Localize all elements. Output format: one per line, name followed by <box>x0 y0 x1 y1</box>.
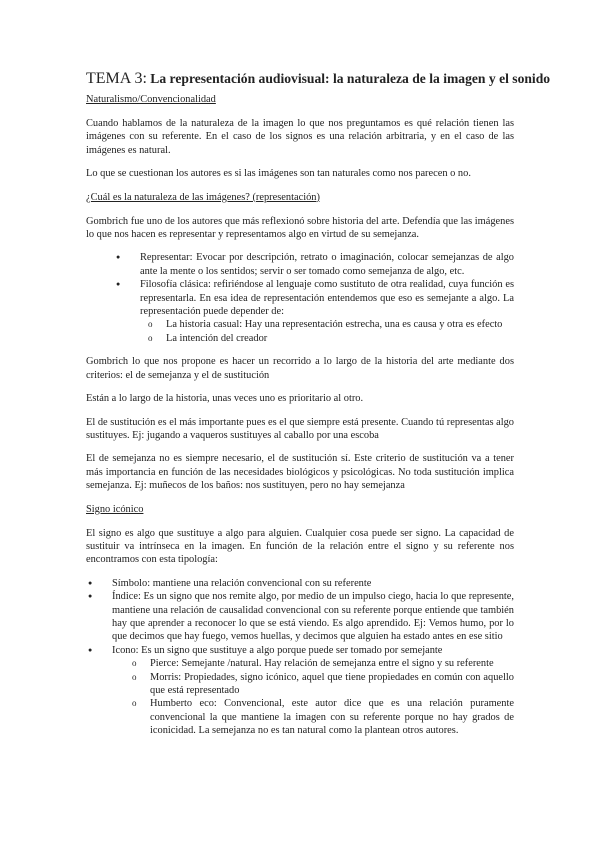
sub-list-item: o La historia casual: Hay una representación estrecha, una es causa y otra es efecto <box>148 318 514 331</box>
paragraph: El de sustitución es el más importante pues es el que siempre está presente. Cuando tú representas algo sustituyes. Ej: jugando a vaqueros sustituyes al caballo por una escoba <box>86 416 514 441</box>
section-heading-naturalismo: Naturalismo/Convencionalidad <box>86 94 216 105</box>
sub-bullet-list <box>140 318 514 345</box>
paragraph: Gombrich lo que nos propone es hacer un recorrido a lo largo de la historia del arte mediante dos criterios: el de semejanza y el de sustitución <box>86 356 514 381</box>
sub-list-item: o Pierce: Semejante /natural. Hay relación de semejanza entre el signo y su referente <box>132 657 514 670</box>
section-heading-signo-iconico: Signo icónico <box>86 503 144 515</box>
list-item: ● Representar: Evocar por descripción, retrato o imaginación, colocar semejanzas de algo ante la mente o los sentidos; servir o ser tomado como semejanza de algo, etc. <box>114 251 514 278</box>
bullet-list <box>86 577 514 738</box>
sub-list-item: o Humberto eco: Convencional, este autor dice que es una relación puramente convencional la que mantiene la imagen con su referente porque no hay grados de iconicidad. La semejanza no es tan natural como la plantean otros autores. <box>132 697 514 737</box>
title-text: La representación audiovisual: la naturaleza de la imagen y el sonido <box>150 71 551 86</box>
list-item-text: Filosofía clásica: refiriéndose al lenguaje como sustituto de otra realidad, cuya función es representarla. En esa idea de representación entendemos que eso es semejante a algo. La representación puede depender de: <box>140 279 514 318</box>
sub-list-item: o Morris: Propiedades, signo icónico, aquel que tiene propiedades en común con aquello que está representado <box>132 671 514 698</box>
title-prefix: TEMA 3: <box>86 70 147 87</box>
paragraph: Lo que se cuestionan los autores es si las imágenes son tan naturales como nos parecen o no. <box>86 168 471 180</box>
paragraph: El de semejanza no es siempre necesario, el de sustitución sí. Este criterio de sustitución va a tener más importancia en función de las necesidades biológicos y psicológicas. No toda sustitución implica semejanza. Ej: muñecos de los baños: nos sustituyen, pero no hay semejanza <box>86 453 514 492</box>
paragraph: Cuando hablamos de la naturaleza de la imagen lo que nos preguntamos es qué relación tienen las imágenes con su referente. En el caso de los signos es una relación arbitraria, y en el caso de las imágenes es natural. <box>86 118 514 156</box>
paragraph: Están a lo largo de la historia, unas veces uno es prioritario al otro. <box>86 393 364 405</box>
paragraph: Gombrich fue uno de los autores que más reflexionó sobre historia del arte. Defendía que las imágenes lo que nos hacen es representar y representamos algo en virtud de su semejanza. <box>86 215 514 241</box>
list-item-text: Icono: Es un signo que sustituye a algo porque puede ser tomado por semejante <box>112 644 443 656</box>
list-item: ● Índice: Es un signo que nos remite algo, por medio de un impulso ciego, hacia lo que represente, mantiene una relación de causalidad convencional con su referente porque entiende que también hay que aprender a reconocer lo que se está viendo. Es algo aprendido. Ej: Vemos humo, por lo que decimos que hay fuego, vemos huellas, y decimos que alguien ha estado antes en ese sitio <box>86 590 514 644</box>
list-item <box>86 644 514 738</box>
sub-bullet-list <box>112 657 514 737</box>
section-heading-naturaleza-imagenes: ¿Cuál es la naturaleza de las imágenes? (representación) <box>86 191 320 203</box>
sub-list-item: o La intención del creador <box>148 332 514 345</box>
list-item <box>114 278 514 345</box>
document-title <box>86 70 551 87</box>
paragraph: El signo es algo que sustituye a algo para alguien. Cualquier cosa puede ser signo. La capacidad de sustituir va intrínseca en la imagen. En función de la relación entre el signo y su referente nos encontramos con esta tipología: <box>86 527 514 566</box>
bullet-list <box>86 251 514 345</box>
list-item: ● Símbolo: mantiene una relación convencional con su referente <box>86 577 514 590</box>
